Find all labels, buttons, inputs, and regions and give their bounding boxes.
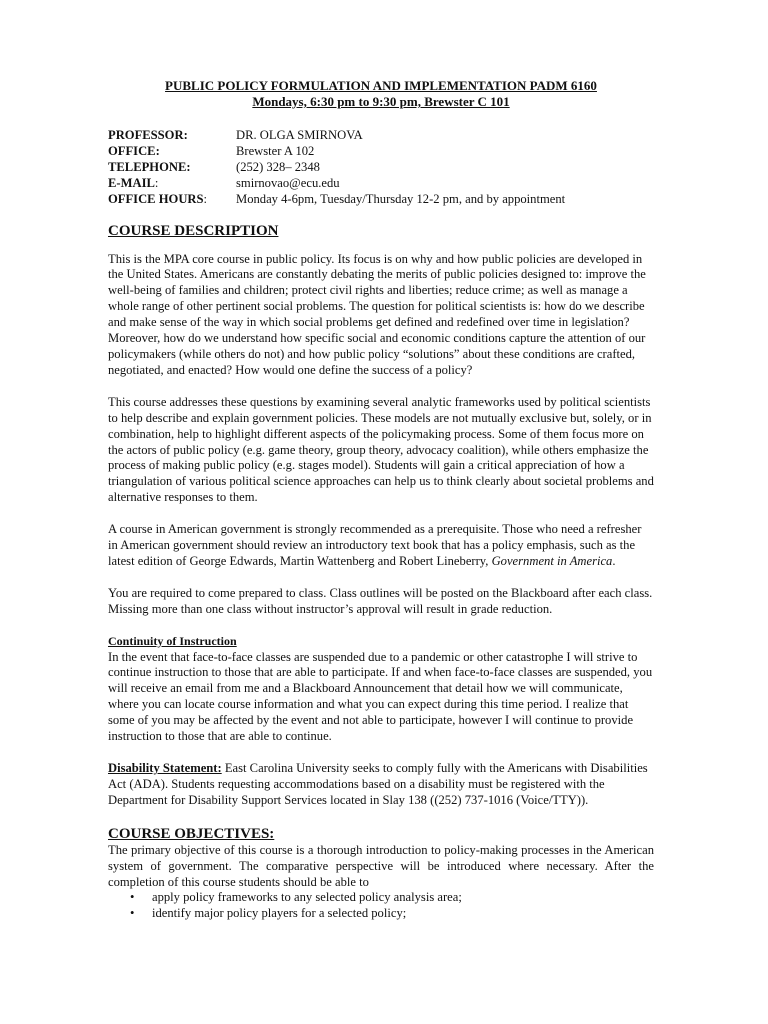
info-value: Monday 4-6pm, Tuesday/Thursday 12-2 pm, and by appointment (236, 191, 566, 206)
continuity-heading: Continuity of Instruction (108, 633, 237, 648)
objectives-intro: The primary objective of this course is a thorough introduction to policy-making processes in the American system of government. The comparative perspective will be introduced where necessary. After the completion of this course students should be able to (108, 842, 654, 889)
course-description-heading: COURSE DESCRIPTION (108, 222, 279, 239)
objectives-list (108, 890, 654, 922)
document-title (108, 78, 654, 110)
info-row-telephone (108, 160, 654, 176)
description-paragraph-4: You are required to come prepared to class. Class outlines will be posted on the Blackboard after each class. Missing more than one class without instructor’s approval will result in grade reduction. (108, 585, 653, 616)
course-title: PUBLIC POLICY FORMULATION AND IMPLEMENTATION PADM 6160 (165, 78, 597, 93)
book-title: Government in America (491, 553, 613, 568)
info-label: OFFICE HOURS: (108, 191, 208, 206)
email-address: smirnovao@ecu.edu (236, 175, 340, 190)
bullet-icon: • (130, 906, 135, 921)
disability-text: East Carolina University seeks to comply fully with the Americans with Disabilities Act (ADA). Students requesting accommodations based on a disability must be registered with the Department for Disability Support Services located in Slay 138 ((252) 737-1016 (Voice/TTY)). (108, 761, 648, 807)
bullet-icon: • (130, 890, 135, 905)
continuity-section (108, 634, 654, 745)
description-paragraph-1: This is the MPA core course in public policy. Its focus is on why and how public policies are developed in the United States. Americans are constantly debating the merits of public policies designed to: improve the well-being of families and children; protect civil rights and liberties; reduce crime; as well as manage a whole range of other pertinent social problems. The question for political scientists is: how do we describe and make sense of the way in which social problems get defined and redefined over time in legislation? Moreover, how do we understand how specific social and economic conditions capture the attention of our policymakers (while others do not) and how public policy “solutions” about these conditions are crafted, negotiated, and enacted? How would one define the success of a policy? (108, 251, 646, 377)
info-label: OFFICE: (108, 143, 160, 158)
info-row-office-hours (108, 192, 654, 208)
info-label: E-MAIL: (108, 175, 159, 190)
info-value: Brewster A 102 (236, 143, 315, 158)
info-label: TELEPHONE: (108, 159, 191, 174)
description-paragraph-3: A course in American government is strongly recommended as a prerequisite. Those who need a refresher in American government should review an introductory text book that has a policy emphasis, such as the latest edition of George Edwards, Martin Wattenberg and Robert Lineberry, Government in America. (108, 522, 642, 568)
list-item: • identify major policy players for a selected policy; (130, 906, 407, 921)
disability-heading: Disability Statement: (108, 761, 222, 775)
info-label: PROFESSOR: (108, 128, 188, 142)
info-row-professor (108, 128, 654, 144)
syllabus-page (108, 78, 654, 922)
info-row-email (108, 176, 654, 192)
info-value: DR. OLGA SMIRNOVA (236, 128, 363, 142)
course-schedule: Mondays, 6:30 pm to 9:30 pm, Brewster C 101 (252, 94, 510, 109)
continuity-text: In the event that face-to-face classes are suspended due to a pandemic or other catastrophe I will strive to continue instruction to those that are able to participate. If and when face-to-face classes are suspended, you will receive an email from me and a Blackboard Announcement that detail how we will communicate, where you can locate course information and what you can expect during this time period. I realize that some of you may be affected by the event and not able to participate, however I will continue to provide instruction to those that are able to continue. (108, 649, 653, 744)
course-objectives-heading: COURSE OBJECTIVES: (108, 825, 275, 842)
list-item: • apply policy frameworks to any selected policy analysis area; (130, 890, 462, 905)
info-value: (252) 328– 2348 (236, 159, 320, 174)
disability-section (108, 761, 654, 809)
contact-info (108, 128, 654, 208)
description-paragraph-2: This course addresses these questions by examining several analytic frameworks used by political scientists to help describe and explain government policies. These models are not mutually exclusive but, solely, or in combination, help to highlight different aspects of the policymaking process. Some of them focus more on the actors of public policy (e.g. game theory, group theory, advocacy coalition), while others emphasize the process of making public policy (e.g. stages model). Students will gain a critical appreciation of how a triangulation of various political science approaches can help us to think clearly about societal problems and alternative responses to them. (108, 394, 654, 505)
info-row-office (108, 144, 654, 160)
